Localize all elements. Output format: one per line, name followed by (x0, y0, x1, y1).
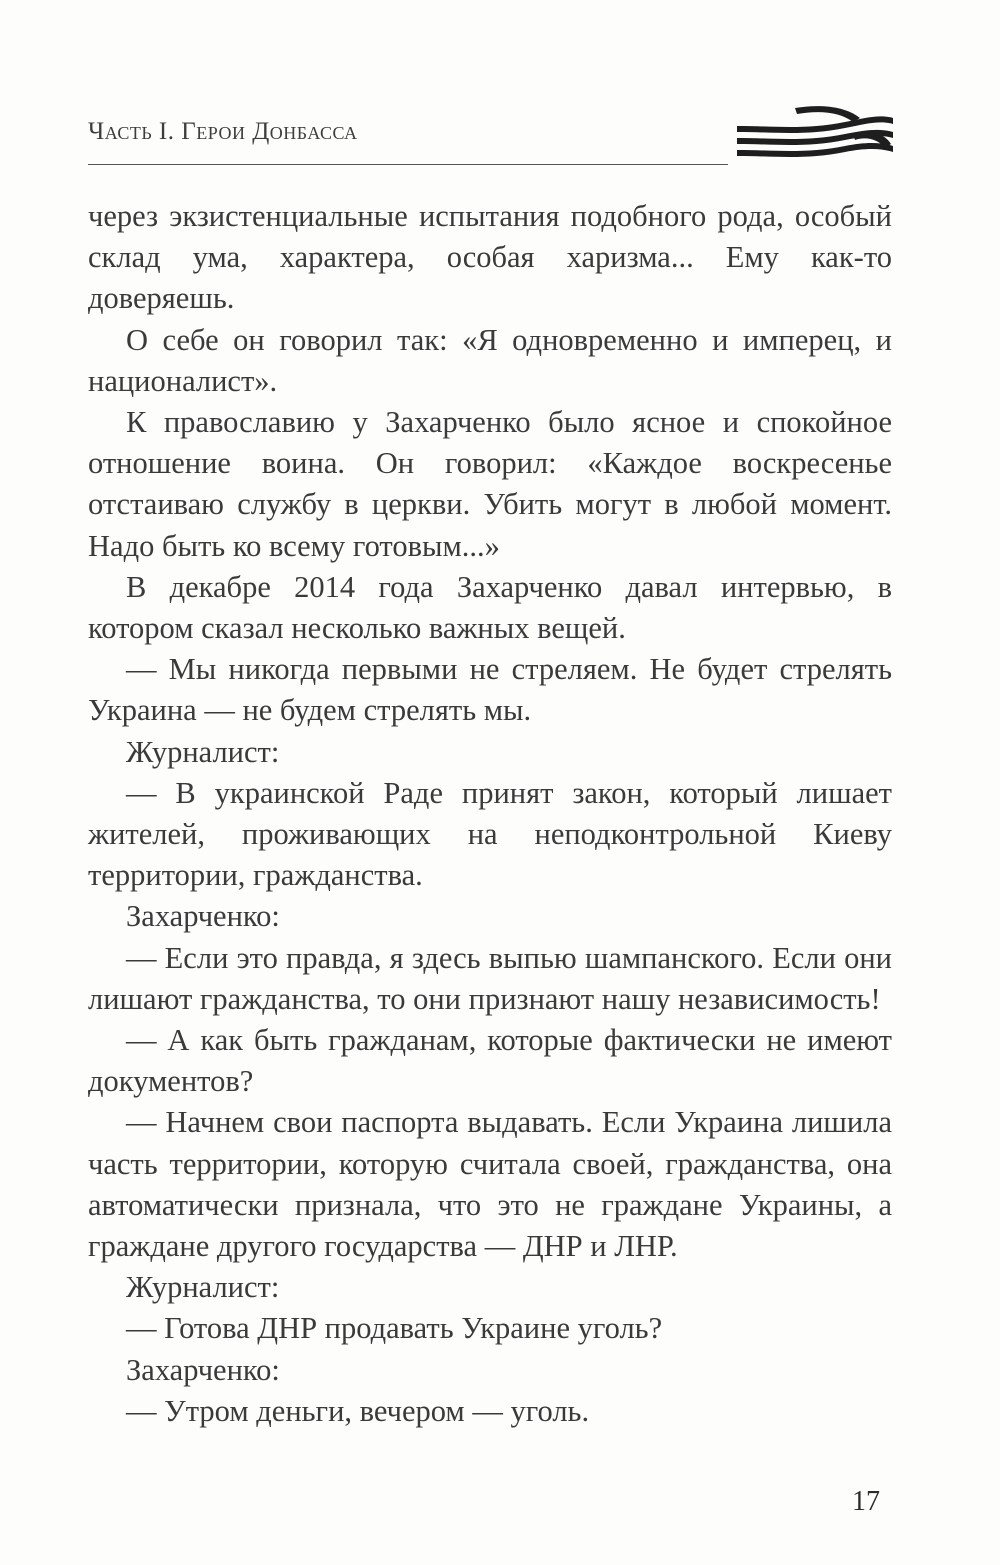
paragraph: Захарченко: (126, 1352, 280, 1387)
paragraph: Журналист: (126, 1270, 280, 1305)
running-header: Часть I. Герои Донбасса (88, 118, 358, 145)
body-text (88, 196, 892, 1432)
paragraph: Журналист: (126, 734, 280, 769)
paragraph: — Утром деньги, вечером — уголь. (126, 1393, 590, 1428)
paragraph: — Мы никогда первыми не стреляем. Не будет стрелять Украина — не будем стрелять мы. (88, 652, 892, 728)
paragraph: — А как быть гражданам, которые фактически не имеют документов? (88, 1023, 892, 1099)
paragraph: К православию у Захарченко было ясное и спокойное отношение воина. Он говорил: «Каждое воскресенье отстаиваю службу в церкви. Убить могут в любой момент. Надо быть ко всему готовым...» (88, 405, 892, 563)
paragraph: — Если это правда, я здесь выпью шампанского. Если они лишают гражданства, то они признают нашу независимость! (88, 940, 892, 1016)
paragraph: О себе он говорил так: «Я одновременно и имперец, и националист». (88, 322, 892, 398)
paragraph: — Начнем свои паспорта выдавать. Если Украина лишила часть территории, которую считала своей, гражданства, она автоматически признала, что это не граждане Украины, а граждане другого государства — ДНР и ЛНР. (88, 1105, 892, 1264)
paragraph: В декабре 2014 года Захарченко давал интервью, в котором сказал несколько важных вещей. (88, 569, 892, 646)
page-number: 17 (852, 1486, 880, 1517)
paragraph: Захарченко: (126, 899, 280, 934)
paragraph: через экзистенциальные испытания подобного рода, особый склад ума, характера, особая харизма... Ему как-то доверяешь. (88, 199, 892, 316)
header-rule (88, 164, 728, 165)
st-george-ribbon-icon (735, 104, 895, 166)
paragraph: — В украинской Раде принят закон, который лишает жителей, проживающих на неподконтрольной Киеву территории, гражданства. (88, 775, 892, 893)
paragraph: — Готова ДНР продавать Украине уголь? (126, 1311, 663, 1346)
